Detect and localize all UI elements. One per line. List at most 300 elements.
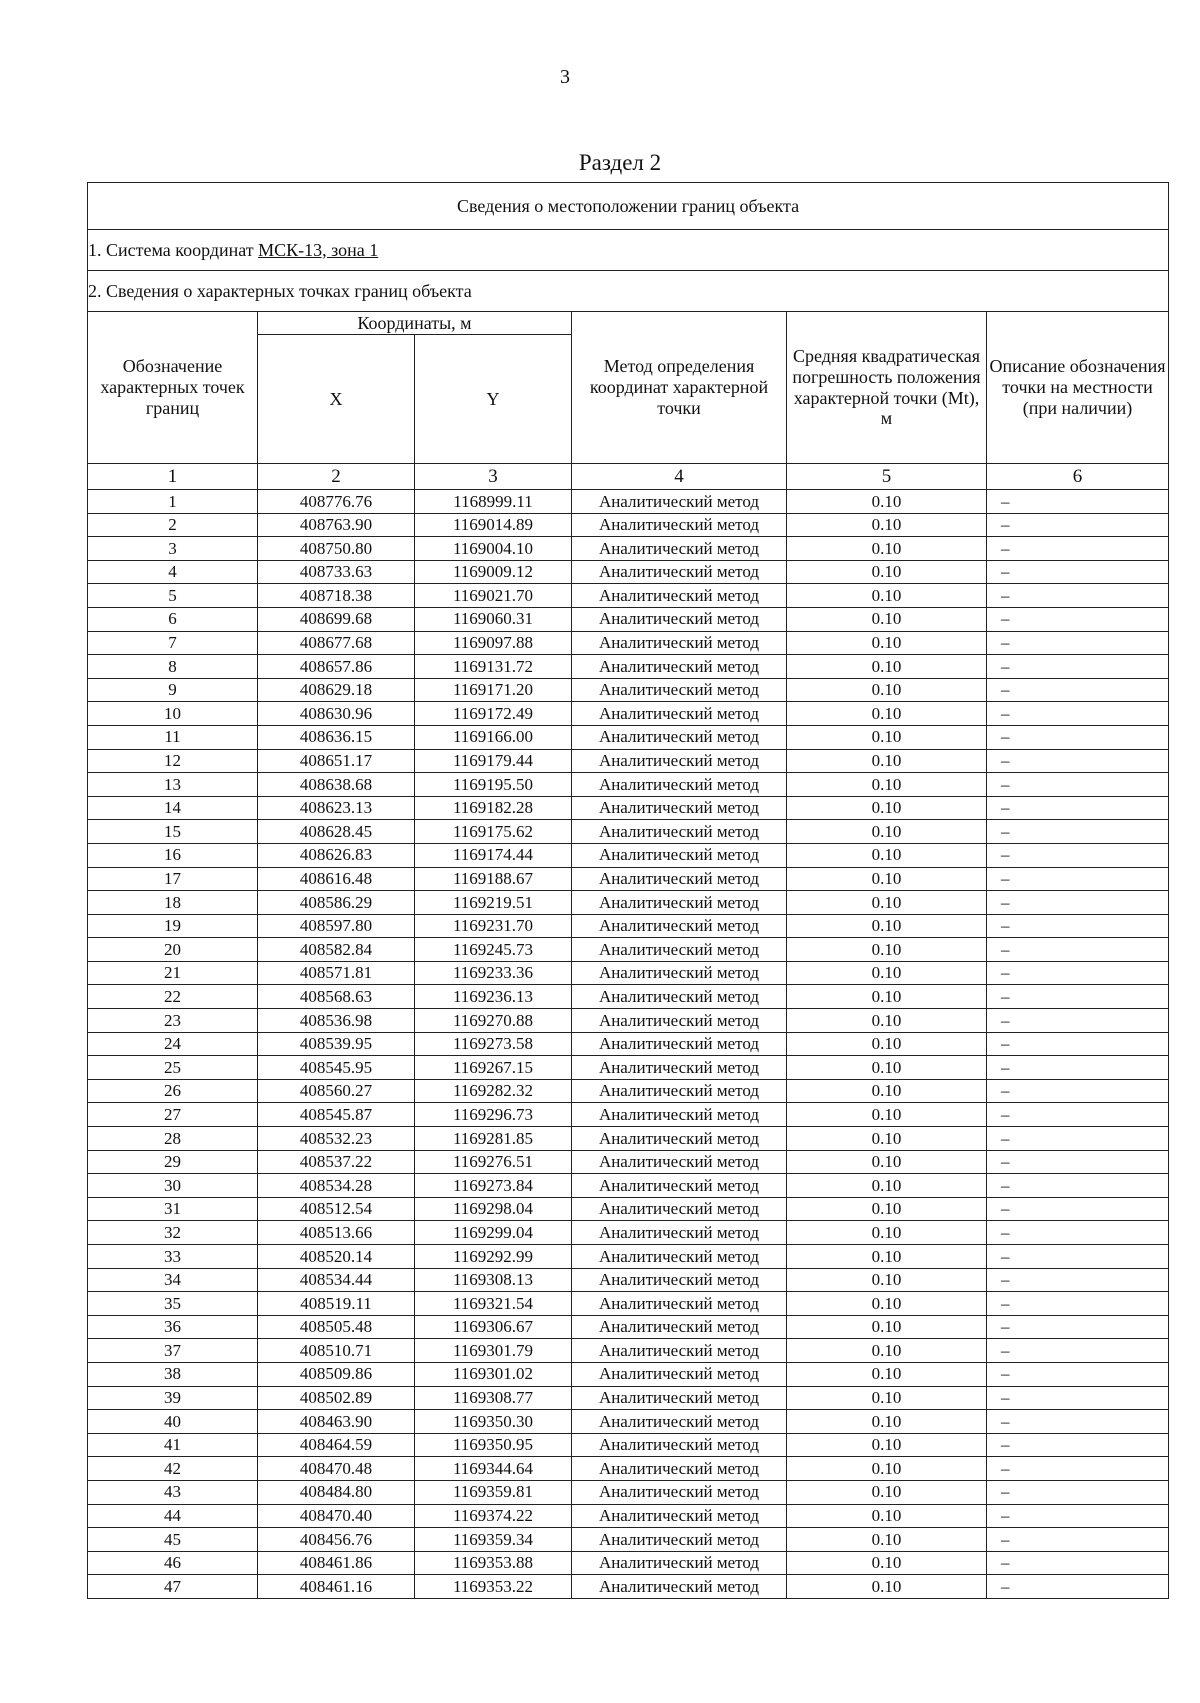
coord-y: 1169171.20 (415, 678, 572, 702)
table-row (88, 1528, 1169, 1552)
description-cell: – (987, 1221, 1169, 1245)
accuracy-cell: 0.10 (787, 1009, 987, 1033)
method-cell: Аналитический метод (572, 1245, 787, 1269)
coord-x: 408560.27 (258, 1079, 415, 1103)
method-cell: Аналитический метод (572, 938, 787, 962)
point-number: 15 (88, 820, 258, 844)
method-cell: Аналитический метод (572, 1009, 787, 1033)
accuracy-cell: 0.10 (787, 891, 987, 915)
table-row (88, 938, 1169, 962)
accuracy-cell: 0.10 (787, 584, 987, 608)
coord-y: 1169267.15 (415, 1056, 572, 1080)
coord-x: 408470.48 (258, 1457, 415, 1481)
coord-x: 408616.48 (258, 867, 415, 891)
description-cell: – (987, 584, 1169, 608)
accuracy-cell: 0.10 (787, 490, 987, 514)
table-row (88, 1457, 1169, 1481)
method-cell: Аналитический метод (572, 1362, 787, 1386)
accuracy-cell: 0.10 (787, 537, 987, 561)
coord-y: 1169175.62 (415, 820, 572, 844)
method-cell: Аналитический метод (572, 1221, 787, 1245)
accuracy-cell: 0.10 (787, 1551, 987, 1575)
point-number: 12 (88, 749, 258, 773)
coord-y: 1169172.49 (415, 702, 572, 726)
boundary-points-table (87, 182, 1169, 1599)
point-number: 10 (88, 702, 258, 726)
coord-x: 408505.48 (258, 1315, 415, 1339)
coord-x: 408623.13 (258, 796, 415, 820)
table-row (88, 914, 1169, 938)
description-cell: – (987, 1339, 1169, 1363)
coord-x: 408520.14 (258, 1245, 415, 1269)
point-number: 32 (88, 1221, 258, 1245)
coord-x: 408582.84 (258, 938, 415, 962)
method-cell: Аналитический метод (572, 1433, 787, 1457)
description-cell: – (987, 1315, 1169, 1339)
accuracy-cell: 0.10 (787, 820, 987, 844)
description-cell: – (987, 1575, 1169, 1599)
column-number: 2 (258, 464, 415, 490)
table-row (88, 796, 1169, 820)
method-cell: Аналитический метод (572, 843, 787, 867)
coord-x: 408509.86 (258, 1362, 415, 1386)
coord-y: 1169004.10 (415, 537, 572, 561)
coord-y: 1169097.88 (415, 631, 572, 655)
coord-x: 408463.90 (258, 1410, 415, 1434)
description-cell: – (987, 1056, 1169, 1080)
accuracy-cell: 0.10 (787, 1315, 987, 1339)
point-number: 43 (88, 1480, 258, 1504)
coord-y: 1168999.11 (415, 490, 572, 514)
table-row (88, 1221, 1169, 1245)
coord-y: 1169374.22 (415, 1504, 572, 1528)
coord-x: 408512.54 (258, 1197, 415, 1221)
coord-y: 1169174.44 (415, 843, 572, 867)
table-title-row (88, 183, 1169, 230)
description-cell: – (987, 560, 1169, 584)
description-cell: – (987, 1504, 1169, 1528)
table-row (88, 985, 1169, 1009)
accuracy-cell: 0.10 (787, 513, 987, 537)
table-row (88, 1339, 1169, 1363)
method-cell: Аналитический метод (572, 1268, 787, 1292)
description-cell: – (987, 1292, 1169, 1316)
method-cell: Аналитический метод (572, 1315, 787, 1339)
accuracy-cell: 0.10 (787, 1197, 987, 1221)
page-number: 3 (560, 66, 570, 88)
method-cell: Аналитический метод (572, 1292, 787, 1316)
accuracy-cell: 0.10 (787, 702, 987, 726)
coord-x: 408763.90 (258, 513, 415, 537)
description-cell: – (987, 961, 1169, 985)
header-description: Описание обозначения точки на местности (при наличии) (987, 312, 1169, 464)
description-cell: – (987, 1009, 1169, 1033)
coord-y: 1169273.84 (415, 1174, 572, 1198)
table-row (88, 702, 1169, 726)
method-cell: Аналитический метод (572, 1197, 787, 1221)
description-cell: – (987, 1480, 1169, 1504)
table-row (88, 1174, 1169, 1198)
accuracy-cell: 0.10 (787, 796, 987, 820)
description-cell: – (987, 1268, 1169, 1292)
point-number: 5 (88, 584, 258, 608)
method-cell: Аналитический метод (572, 1551, 787, 1575)
method-cell: Аналитический метод (572, 560, 787, 584)
coord-y: 1169021.70 (415, 584, 572, 608)
accuracy-cell: 0.10 (787, 607, 987, 631)
point-number: 39 (88, 1386, 258, 1410)
coord-y: 1169276.51 (415, 1150, 572, 1174)
method-cell: Аналитический метод (572, 631, 787, 655)
method-cell: Аналитический метод (572, 490, 787, 514)
description-cell: – (987, 1245, 1169, 1269)
coord-y: 1169166.00 (415, 725, 572, 749)
accuracy-cell: 0.10 (787, 1292, 987, 1316)
coord-y: 1169350.30 (415, 1410, 572, 1434)
coord-system-row (88, 230, 1169, 271)
header-row-top (88, 312, 1169, 335)
coord-y: 1169350.95 (415, 1433, 572, 1457)
coord-y: 1169296.73 (415, 1103, 572, 1127)
coord-y: 1169236.13 (415, 985, 572, 1009)
coord-y: 1169353.22 (415, 1575, 572, 1599)
table-title: Сведения о местоположении границ объекта (88, 183, 1169, 230)
accuracy-cell: 0.10 (787, 1150, 987, 1174)
table-row (88, 1504, 1169, 1528)
description-cell: – (987, 513, 1169, 537)
table-row (88, 891, 1169, 915)
coord-x: 408534.28 (258, 1174, 415, 1198)
accuracy-cell: 0.10 (787, 1221, 987, 1245)
coord-y: 1169060.31 (415, 607, 572, 631)
point-number: 4 (88, 560, 258, 584)
table-body (88, 490, 1169, 1599)
coord-y: 1169308.77 (415, 1386, 572, 1410)
header-method: Метод определения координат характерной точки (572, 312, 787, 464)
header-coordinates: Координаты, м (258, 312, 572, 335)
method-cell: Аналитический метод (572, 702, 787, 726)
description-cell: – (987, 702, 1169, 726)
accuracy-cell: 0.10 (787, 1268, 987, 1292)
coord-y: 1169299.04 (415, 1221, 572, 1245)
coord-y: 1169195.50 (415, 773, 572, 797)
accuracy-cell: 0.10 (787, 1056, 987, 1080)
method-cell: Аналитический метод (572, 513, 787, 537)
description-cell: – (987, 537, 1169, 561)
coord-x: 408484.80 (258, 1480, 415, 1504)
accuracy-cell: 0.10 (787, 1457, 987, 1481)
method-cell: Аналитический метод (572, 537, 787, 561)
coord-y: 1169188.67 (415, 867, 572, 891)
description-cell: – (987, 655, 1169, 679)
coord-y: 1169282.32 (415, 1079, 572, 1103)
point-number: 21 (88, 961, 258, 985)
table-row (88, 1315, 1169, 1339)
coord-x: 408638.68 (258, 773, 415, 797)
coord-x: 408750.80 (258, 537, 415, 561)
accuracy-cell: 0.10 (787, 1245, 987, 1269)
description-cell: – (987, 985, 1169, 1009)
method-cell: Аналитический метод (572, 1504, 787, 1528)
point-number: 17 (88, 867, 258, 891)
accuracy-cell: 0.10 (787, 655, 987, 679)
coord-x: 408532.23 (258, 1127, 415, 1151)
description-cell: – (987, 1457, 1169, 1481)
column-number: 6 (987, 464, 1169, 490)
table-row (88, 820, 1169, 844)
coord-y: 1169301.02 (415, 1362, 572, 1386)
coord-x: 408461.16 (258, 1575, 415, 1599)
accuracy-cell: 0.10 (787, 914, 987, 938)
method-cell: Аналитический метод (572, 891, 787, 915)
method-cell: Аналитический метод (572, 1528, 787, 1552)
coord-y: 1169292.99 (415, 1245, 572, 1269)
method-cell: Аналитический метод (572, 867, 787, 891)
coord-x: 408537.22 (258, 1150, 415, 1174)
point-number: 19 (88, 914, 258, 938)
coord-y: 1169301.79 (415, 1339, 572, 1363)
table-row (88, 1103, 1169, 1127)
coord-x: 408657.86 (258, 655, 415, 679)
coord-x: 408502.89 (258, 1386, 415, 1410)
coord-y: 1169009.12 (415, 560, 572, 584)
point-number: 44 (88, 1504, 258, 1528)
coord-y: 1169308.13 (415, 1268, 572, 1292)
method-cell: Аналитический метод (572, 1032, 787, 1056)
accuracy-cell: 0.10 (787, 560, 987, 584)
table-row (88, 537, 1169, 561)
table-row (88, 1480, 1169, 1504)
point-number: 11 (88, 725, 258, 749)
description-cell: – (987, 1103, 1169, 1127)
point-number: 37 (88, 1339, 258, 1363)
header-x: X (258, 335, 415, 464)
point-number: 7 (88, 631, 258, 655)
point-number: 26 (88, 1079, 258, 1103)
point-number: 1 (88, 490, 258, 514)
description-cell: – (987, 938, 1169, 962)
description-cell: – (987, 725, 1169, 749)
point-number: 33 (88, 1245, 258, 1269)
table-row (88, 1197, 1169, 1221)
coord-y: 1169359.81 (415, 1480, 572, 1504)
accuracy-cell: 0.10 (787, 678, 987, 702)
coord-y: 1169231.70 (415, 914, 572, 938)
method-cell: Аналитический метод (572, 1386, 787, 1410)
description-cell: – (987, 1551, 1169, 1575)
description-cell: – (987, 1079, 1169, 1103)
method-cell: Аналитический метод (572, 1410, 787, 1434)
point-number: 40 (88, 1410, 258, 1434)
method-cell: Аналитический метод (572, 584, 787, 608)
section-title: Раздел 2 (578, 150, 662, 175)
point-number: 3 (88, 537, 258, 561)
point-number: 13 (88, 773, 258, 797)
method-cell: Аналитический метод (572, 1457, 787, 1481)
table-row (88, 773, 1169, 797)
coord-y: 1169298.04 (415, 1197, 572, 1221)
point-number: 47 (88, 1575, 258, 1599)
accuracy-cell: 0.10 (787, 1362, 987, 1386)
coord-x: 408571.81 (258, 961, 415, 985)
point-number: 24 (88, 1032, 258, 1056)
header-accuracy: Средняя квадратическая погрешность положения характерной точки (Мt), м (787, 312, 987, 464)
point-number: 29 (88, 1150, 258, 1174)
point-number: 30 (88, 1174, 258, 1198)
description-cell: – (987, 1197, 1169, 1221)
table-row (88, 1150, 1169, 1174)
coord-y: 1169245.73 (415, 938, 572, 962)
description-cell: – (987, 1528, 1169, 1552)
table-row (88, 655, 1169, 679)
table-row (88, 725, 1169, 749)
table-row (88, 560, 1169, 584)
point-number: 36 (88, 1315, 258, 1339)
table-row (88, 490, 1169, 514)
point-number: 31 (88, 1197, 258, 1221)
method-cell: Аналитический метод (572, 961, 787, 985)
table-row (88, 867, 1169, 891)
method-cell: Аналитический метод (572, 985, 787, 1009)
coord-x: 408519.11 (258, 1292, 415, 1316)
description-cell: – (987, 1410, 1169, 1434)
table-row (88, 961, 1169, 985)
point-number: 46 (88, 1551, 258, 1575)
point-number: 18 (88, 891, 258, 915)
table-row (88, 1009, 1169, 1033)
description-cell: – (987, 773, 1169, 797)
point-number: 14 (88, 796, 258, 820)
point-number: 20 (88, 938, 258, 962)
coord-x: 408456.76 (258, 1528, 415, 1552)
accuracy-cell: 0.10 (787, 1386, 987, 1410)
coord-y: 1169353.88 (415, 1551, 572, 1575)
coord-system-value: МСК-13, зона 1 (258, 239, 379, 260)
coord-y: 1169281.85 (415, 1127, 572, 1151)
accuracy-cell: 0.10 (787, 1174, 987, 1198)
accuracy-cell: 0.10 (787, 1339, 987, 1363)
method-cell: Аналитический метод (572, 1480, 787, 1504)
header-designation: Обозначение характерных точек границ (88, 312, 258, 464)
description-cell: – (987, 914, 1169, 938)
description-cell: – (987, 1150, 1169, 1174)
description-cell: – (987, 678, 1169, 702)
point-number: 25 (88, 1056, 258, 1080)
point-number: 2 (88, 513, 258, 537)
description-cell: – (987, 867, 1169, 891)
method-cell: Аналитический метод (572, 820, 787, 844)
coord-x: 408586.29 (258, 891, 415, 915)
table-row (88, 749, 1169, 773)
accuracy-cell: 0.10 (787, 1433, 987, 1457)
accuracy-cell: 0.10 (787, 1480, 987, 1504)
coord-y: 1169219.51 (415, 891, 572, 915)
coord-y: 1169014.89 (415, 513, 572, 537)
column-number: 4 (572, 464, 787, 490)
description-cell: – (987, 843, 1169, 867)
description-cell: – (987, 490, 1169, 514)
table-row (88, 1362, 1169, 1386)
description-cell: – (987, 1174, 1169, 1198)
point-number: 38 (88, 1362, 258, 1386)
coord-system (88, 230, 1169, 271)
table-row (88, 584, 1169, 608)
coord-system-label: 1. Система координат (88, 239, 254, 260)
table-row (88, 607, 1169, 631)
method-cell: Аналитический метод (572, 678, 787, 702)
method-cell: Аналитический метод (572, 725, 787, 749)
point-number: 35 (88, 1292, 258, 1316)
accuracy-cell: 0.10 (787, 1079, 987, 1103)
table-row (88, 1127, 1169, 1151)
method-cell: Аналитический метод (572, 1339, 787, 1363)
description-cell: – (987, 891, 1169, 915)
accuracy-cell: 0.10 (787, 1504, 987, 1528)
point-number: 34 (88, 1268, 258, 1292)
header-y: Y (415, 335, 572, 464)
method-cell: Аналитический метод (572, 914, 787, 938)
method-cell: Аналитический метод (572, 749, 787, 773)
accuracy-cell: 0.10 (787, 773, 987, 797)
column-number: 5 (787, 464, 987, 490)
coord-x: 408510.71 (258, 1339, 415, 1363)
method-cell: Аналитический метод (572, 1575, 787, 1599)
coord-y: 1169359.34 (415, 1528, 572, 1552)
coord-x: 408513.66 (258, 1221, 415, 1245)
accuracy-cell: 0.10 (787, 843, 987, 867)
coord-y: 1169270.88 (415, 1009, 572, 1033)
table-row (88, 1079, 1169, 1103)
table-row (88, 1433, 1169, 1457)
coord-x: 408568.63 (258, 985, 415, 1009)
coord-x: 408628.45 (258, 820, 415, 844)
point-number: 8 (88, 655, 258, 679)
point-number: 16 (88, 843, 258, 867)
table-row (88, 1575, 1169, 1599)
table-row (88, 1386, 1169, 1410)
column-number: 3 (415, 464, 572, 490)
table-row (88, 1410, 1169, 1434)
table-row (88, 1032, 1169, 1056)
point-number: 6 (88, 607, 258, 631)
coord-x: 408464.59 (258, 1433, 415, 1457)
point-number: 41 (88, 1433, 258, 1457)
coord-x: 408733.63 (258, 560, 415, 584)
table-row (88, 678, 1169, 702)
coord-x: 408629.18 (258, 678, 415, 702)
points-info-row (88, 271, 1169, 312)
description-cell: – (987, 1127, 1169, 1151)
method-cell: Аналитический метод (572, 1056, 787, 1080)
method-cell: Аналитический метод (572, 796, 787, 820)
accuracy-cell: 0.10 (787, 631, 987, 655)
coord-y: 1169233.36 (415, 961, 572, 985)
coord-y: 1169131.72 (415, 655, 572, 679)
description-cell: – (987, 631, 1169, 655)
table-row (88, 631, 1169, 655)
coord-y: 1169321.54 (415, 1292, 572, 1316)
coord-y: 1169179.44 (415, 749, 572, 773)
table-row (88, 513, 1169, 537)
description-cell: – (987, 1362, 1169, 1386)
description-cell: – (987, 820, 1169, 844)
description-cell: – (987, 607, 1169, 631)
coord-x: 408545.87 (258, 1103, 415, 1127)
coord-x: 408718.38 (258, 584, 415, 608)
accuracy-cell: 0.10 (787, 938, 987, 962)
coord-x: 408630.96 (258, 702, 415, 726)
method-cell: Аналитический метод (572, 773, 787, 797)
